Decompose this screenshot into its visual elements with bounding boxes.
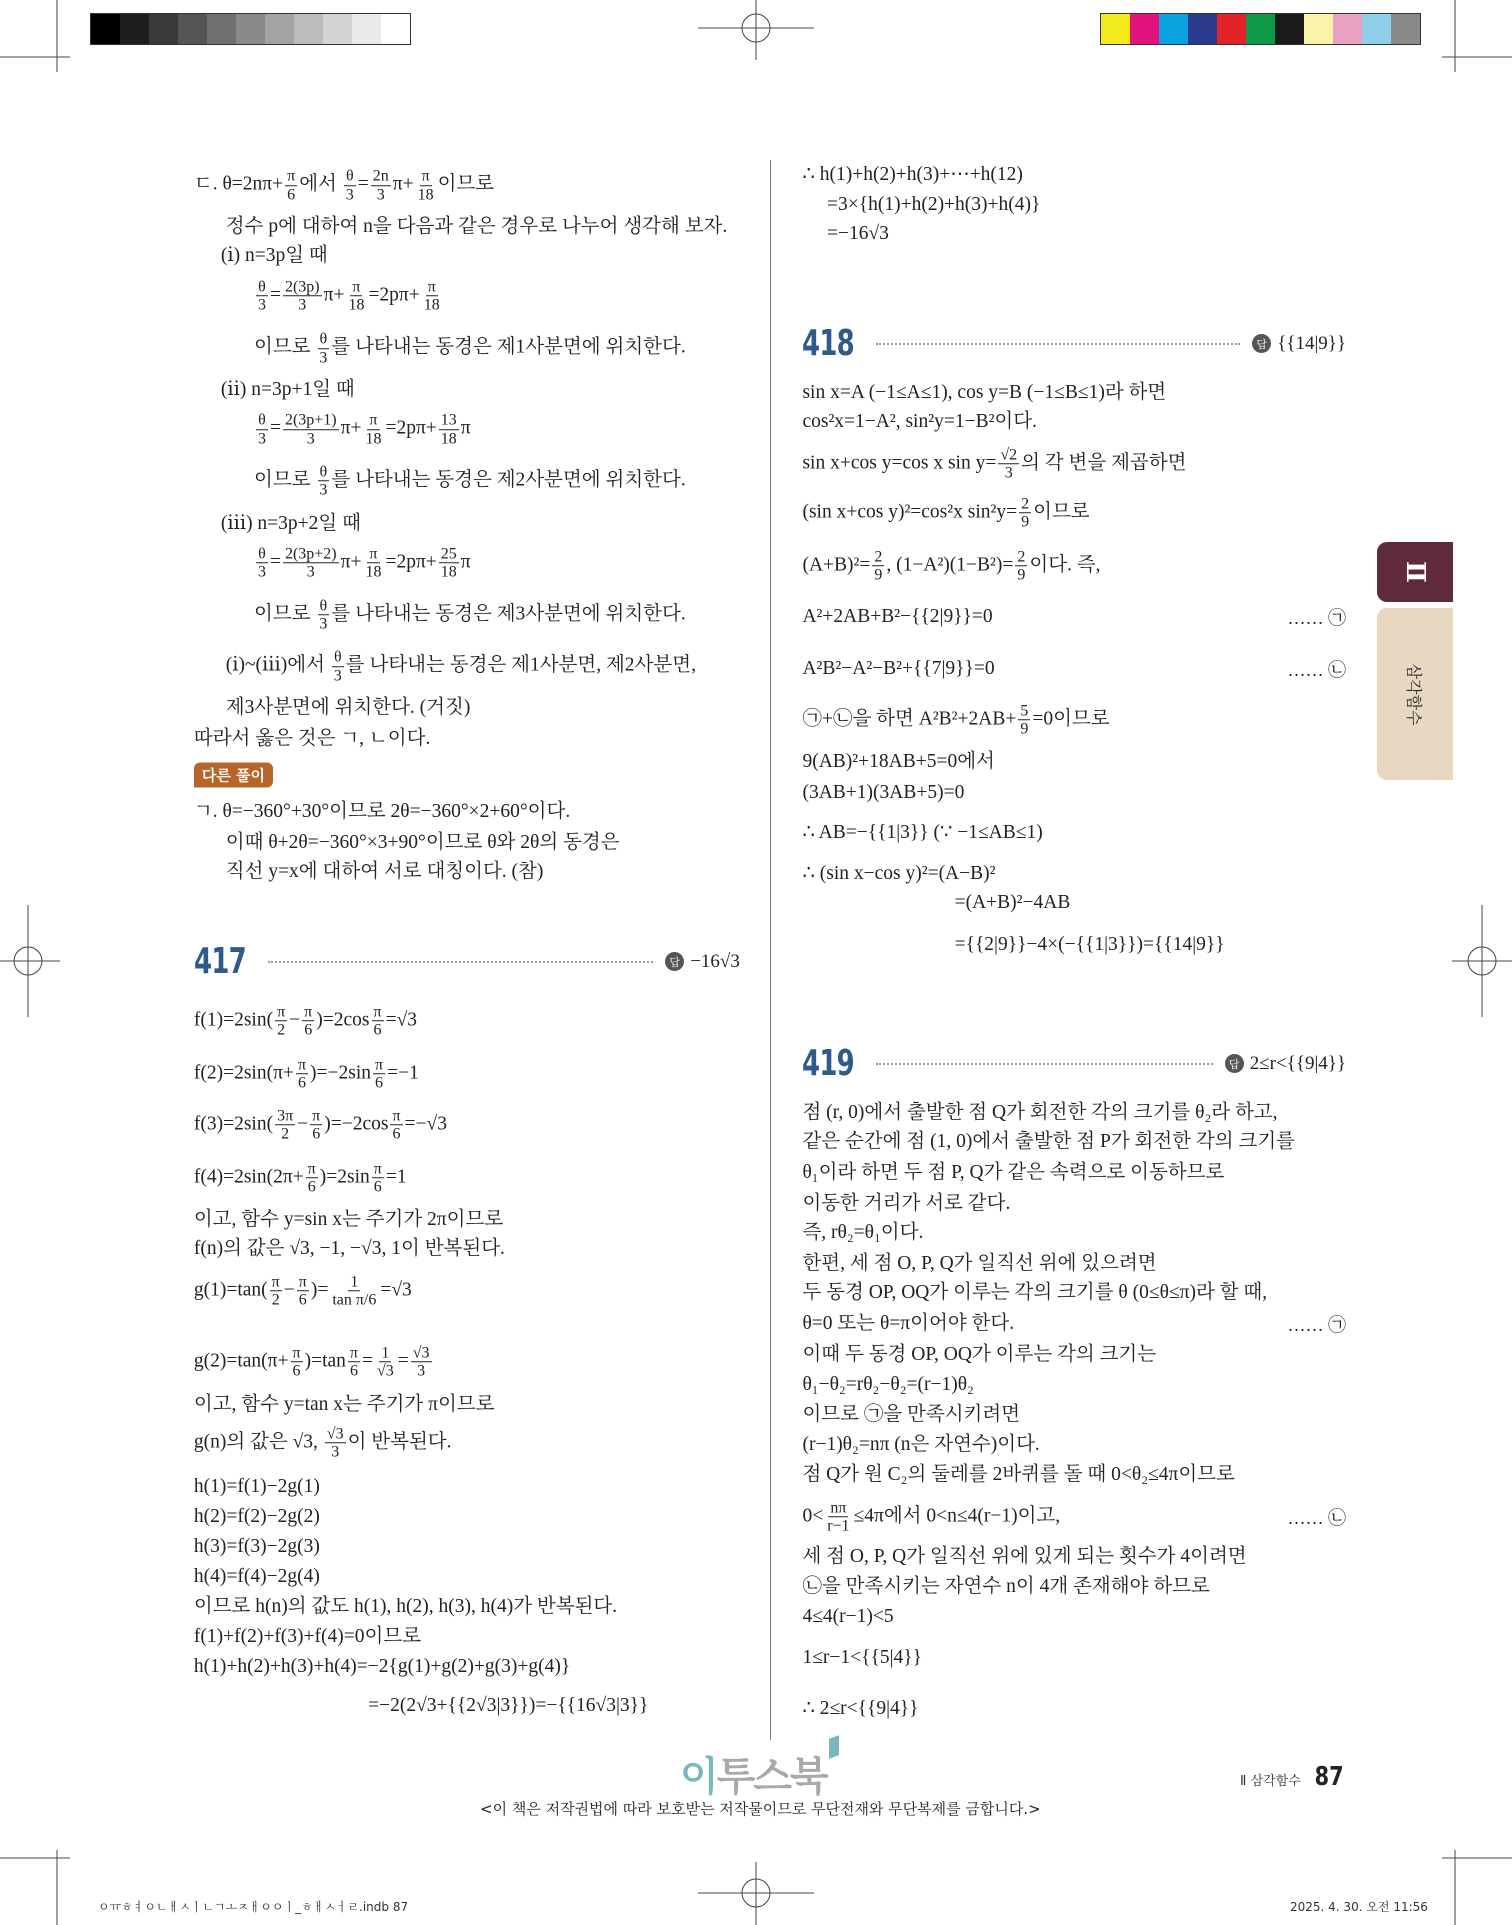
fraction: $\frac{2}{9}$ xyxy=(1021,495,1030,531)
fraction: $\frac{\theta}{3}$ xyxy=(319,330,328,366)
dotted-leader xyxy=(876,1063,1212,1065)
color-swatch xyxy=(1246,14,1275,44)
solution-line: (3AB+1)(3AB+5)=0 xyxy=(802,781,965,803)
grayscale-color-bar xyxy=(90,13,411,45)
answer-icon: 답 xyxy=(1252,334,1271,353)
problem-number: 418 xyxy=(802,323,855,365)
solution-line: g(n)의 값은 √3, $\frac{√3}{3}$ 이 반복된다. xyxy=(193,1425,452,1461)
gray-swatch xyxy=(236,14,265,44)
solution-line: f(3)=2sin( $\frac{3\pi}{2}$ − $\frac{\pi}{6}$ )=−2cos $\frac{\pi}{6}$ =−√3 xyxy=(193,1107,447,1143)
solution-line: 이고, 함수 y=tan x는 주기가 π이므로 xyxy=(193,1393,495,1415)
solution-line: 따라서 옳은 것은 ㄱ, ㄴ이다. xyxy=(193,727,431,749)
fraction: $\frac{\pi}{6}$ xyxy=(349,1344,358,1380)
answer-icon: 답 xyxy=(665,952,684,971)
solution-line: $\frac{\theta}{3}$ = $\frac{2(3p)}{3}$ π+ $\frac{\pi}{18}$ =2pπ+ $\frac{\pi}{18}$ xyxy=(257,277,440,314)
solution-line: =(A+B)²−4AB xyxy=(954,892,1071,914)
fraction: $\frac{3\pi}{2}$ xyxy=(277,1107,294,1143)
solution-line: (ⅰ) n=3p일 때 xyxy=(220,245,328,267)
gray-swatch xyxy=(323,14,352,44)
solution-line: h(3)=f(3)−2g(3) xyxy=(193,1536,320,1558)
answer-value: −16√3 xyxy=(690,950,740,972)
chapter-tab-numeral xyxy=(1377,542,1453,602)
fraction: $\frac{2}{9}$ xyxy=(1017,547,1026,584)
solution-line: f(2)=2sin(π+ $\frac{\pi}{6}$ )=−2sin $\frac{\pi}{6}$ =−1 xyxy=(193,1055,419,1092)
solution-line: sin x=A (−1≤A≤1), cos y=B (−1≤B≤1)라 하면 xyxy=(802,381,1167,403)
fraction: $\frac{\theta}{3}$ xyxy=(257,411,266,447)
solution-line: =−16√3 xyxy=(826,223,889,245)
solution-line: g(1)=tan( $\frac{\pi}{2}$ − $\frac{\pi}{6}$ )= $\frac{1}{\text{tan π/6}}$ =√3 xyxy=(193,1273,412,1309)
fraction: $\frac{\pi}{6}$ xyxy=(304,1003,313,1039)
solution-line: 9(AB)²+18AB+5=0에서 xyxy=(802,750,995,772)
solution-line: (A+B)²= $\frac{2}{9}$ , (1−A²)(1−B²)= $\frac{2}{9}$ 이다. 즉, xyxy=(802,547,1101,584)
solution-line: 즉, rθ₂=θ₁이다. xyxy=(802,1222,924,1244)
equation-tag: …… ㉠ xyxy=(1287,1314,1347,1335)
solution-line: =3×{h(1)+h(2)+h(3)+h(4)} xyxy=(826,193,1041,215)
fraction: $\frac{25}{18}$ xyxy=(440,545,457,581)
color-swatch xyxy=(1304,14,1333,44)
color-swatch xyxy=(1391,14,1420,44)
equation-tag: …… ㉡ xyxy=(1287,1507,1347,1528)
problem-header xyxy=(802,322,1346,366)
solution-line: 정수 p에 대하여 n을 다음과 같은 경우로 나누어 생각해 보자. xyxy=(225,215,728,237)
fraction: $\frac{\theta}{3}$ xyxy=(319,596,328,633)
solution-line: 이므로 $\frac{\theta}{3}$ 를 나타내는 동경은 제3사분면에 위치한다. xyxy=(253,596,686,633)
fraction: $\frac{√3}{3}$ xyxy=(412,1344,430,1380)
solution-line: 같은 순간에 점 (1, 0)에서 출발한 점 P가 회전한 각의 크기를 xyxy=(802,1131,1295,1153)
solution-line: θ₁이라 하면 두 점 P, Q가 같은 속력으로 이동하므로 xyxy=(802,1162,1225,1183)
solution-line: 이므로 $\frac{\theta}{3}$ 를 나타내는 동경은 제2사분면에 위치한다. xyxy=(253,463,686,499)
solution-line: h(1)+h(2)+h(3)+h(4)=−2{g(1)+g(2)+g(3)+g(4)} xyxy=(193,1656,571,1678)
solution-line: 이때 두 동경 OP, OQ가 이루는 각의 크기는 xyxy=(802,1343,1157,1365)
chapter-numeral: Ⅱ xyxy=(1400,561,1430,583)
solution-line: cos²x=1−A², sin²y=1−B²이다. xyxy=(802,411,1037,433)
fraction: $\frac{\theta}{3}$ xyxy=(333,648,342,684)
gray-swatch xyxy=(178,14,207,44)
color-swatch xyxy=(1159,14,1188,44)
solution-line: 점 (r, 0)에서 출발한 점 Q가 회전한 각의 크기를 θ₂라 하고, xyxy=(802,1101,1278,1123)
fraction: $\frac{\theta}{3}$ xyxy=(319,463,328,499)
fraction: $\frac{2(3p+1)}{3}$ xyxy=(284,411,337,447)
solution-line: 이므로 ㉠을 만족시키려면 xyxy=(802,1403,1021,1425)
solution-line: (ⅲ) n=3p+2일 때 xyxy=(220,512,361,534)
color-swatch xyxy=(1130,14,1159,44)
solution-line: $\frac{\theta}{3}$ = $\frac{2(3p+2)}{3}$ π+ $\frac{\pi}{18}$ =2pπ+ $\frac{25}{18}$ π xyxy=(257,545,471,581)
fraction: $\frac{\pi}{6}$ xyxy=(298,1273,307,1309)
color-swatch xyxy=(1362,14,1391,44)
fraction: $\frac{\pi}{18}$ xyxy=(417,167,434,203)
solution-line: 이므로 $\frac{\theta}{3}$ 를 나타내는 동경은 제1사분면에 위치한다. xyxy=(253,330,686,366)
solution-line: (ⅰ)~(ⅲ)에서 $\frac{\theta}{3}$ 를 나타내는 동경은 제1사분면, 제2사분면, xyxy=(225,648,696,684)
solution-line: 0< $\frac{n\pi}{r-1}$ ≤4π에서 0<n≤4(r−1)이고, xyxy=(802,1498,1061,1535)
fraction: $\frac{\pi}{6}$ xyxy=(373,1003,382,1039)
running-footer xyxy=(1240,1762,1347,1792)
color-swatch xyxy=(1217,14,1246,44)
solution-line: (r−1)θ₂=nπ (n은 자연수)이다. xyxy=(802,1434,1040,1456)
gray-swatch xyxy=(91,14,120,44)
fraction: $\frac{n\pi}{r-1}$ xyxy=(827,1498,850,1535)
equation-tag: …… ㉠ xyxy=(1287,608,1347,629)
solution-line: 세 점 O, P, Q가 일직선 위에 있게 되는 횟수가 4이려면 xyxy=(802,1546,1247,1568)
answer xyxy=(1225,1053,1346,1075)
solution-line: (ⅱ) n=3p+1일 때 xyxy=(220,379,355,401)
equation-tag: …… ㉡ xyxy=(1287,659,1347,680)
solution-line: 점 Q가 원 C₂의 둘레를 2바퀴를 돌 때 0<θ₂≤4π이므로 xyxy=(802,1463,1235,1485)
fraction: $\frac{\pi}{18}$ xyxy=(423,277,440,314)
solution-line: 이동한 거리가 서로 같다. xyxy=(802,1192,1011,1214)
solution-line: f(4)=2sin(2π+ $\frac{\pi}{6}$ )=2sin $\frac{\pi}{6}$ =1 xyxy=(193,1160,407,1196)
fraction: $\frac{\pi}{6}$ xyxy=(307,1160,316,1196)
fraction: $\frac{\pi}{6}$ xyxy=(373,1160,382,1196)
fraction: $\frac{2}{9}$ xyxy=(874,547,883,584)
solution-line: 이고, 함수 y=sin x는 주기가 2π이므로 xyxy=(193,1208,504,1230)
fraction: $\frac{√2}{3}$ xyxy=(1000,446,1018,482)
fraction: $\frac{\pi}{18}$ xyxy=(348,277,365,314)
chapter-title: 삼각함수 xyxy=(1404,663,1424,725)
fraction: $\frac{\pi}{2}$ xyxy=(271,1273,280,1309)
solution-line: f(1)=2sin( $\frac{\pi}{2}$ − $\frac{\pi}{6}$ )=2cos $\frac{\pi}{6}$ =√3 xyxy=(193,1003,418,1039)
process-color-bar xyxy=(1100,13,1421,45)
solution-line: =−2(2√3+{{2√3|3}})=−{{16√3|3}} xyxy=(368,1694,649,1716)
gray-swatch xyxy=(149,14,178,44)
fraction: $\frac{5}{9}$ xyxy=(1020,702,1029,738)
answer-value: {{14|9}} xyxy=(1277,332,1346,354)
solution-line: f(1)+f(2)+f(3)+f(4)=0이므로 xyxy=(193,1625,422,1647)
solution-line: h(1)=f(1)−2g(1) xyxy=(193,1476,320,1498)
solution-line: ㄷ. θ=2nπ+ $\frac{\pi}{6}$ 에서 $\frac{\theta}{3}$ = $\frac{2n}{3}$ π+ $\frac{\pi}{18}$ 이므로 xyxy=(193,167,495,203)
fraction: $\frac{\pi}{6}$ xyxy=(375,1055,384,1092)
answer xyxy=(1252,333,1346,355)
book-flag-icon xyxy=(829,1735,839,1759)
gray-swatch xyxy=(265,14,294,44)
solution-line: f(n)의 값은 √3, −1, −√3, 1이 반복된다. xyxy=(193,1238,505,1260)
gray-swatch xyxy=(294,14,323,44)
gray-swatch xyxy=(381,14,410,44)
gray-swatch xyxy=(352,14,381,44)
solution-line: 4≤4(r−1)<5 xyxy=(802,1606,894,1628)
color-swatch xyxy=(1333,14,1362,44)
solution-line: ∴ h(1)+h(2)+h(3)+⋯+h(12) xyxy=(802,164,1023,186)
solution-line: 직선 y=x에 대하여 서로 대칭이다. (참) xyxy=(225,861,544,883)
fraction: $\frac{\pi}{6}$ xyxy=(312,1107,321,1143)
solution-line: ={{2|9}}−4×(−{{1|3}})={{14|9}} xyxy=(954,933,1225,955)
answer-icon: 답 xyxy=(1225,1054,1244,1073)
publisher-logo: 이투스북 xyxy=(680,1745,827,1802)
fraction: $\frac{2(3p+2)}{3}$ xyxy=(284,545,337,581)
solution-line: h(2)=f(2)−2g(2) xyxy=(193,1505,320,1527)
solution-line: $\frac{\theta}{3}$ = $\frac{2(3p+1)}{3}$ π+ $\frac{\pi}{18}$ =2pπ+ $\frac{13}{18}$ π xyxy=(257,411,471,447)
solution-line: 이때 θ+2θ=−360°×3+90°이므로 θ와 2θ의 동경은 xyxy=(225,831,620,853)
solution-line: 두 동경 OP, OQ가 이루는 각의 크기를 θ (0≤θ≤π)라 할 때, xyxy=(802,1282,1268,1304)
fraction: $\frac{\pi}{6}$ xyxy=(287,167,296,203)
solution-line: ∴ 2≤r<{{9|4}} xyxy=(802,1698,919,1720)
fraction: $\frac{\theta}{3}$ xyxy=(345,167,354,203)
copyright-notice: <이 책은 저작권법에 따라 보호받는 저작물이므로 무단전재와 무단복제를 금합니다.> xyxy=(480,1800,1041,1818)
answer-value: 2≤r<{{9|4}} xyxy=(1249,1052,1346,1074)
solution-line: 이므로 h(n)의 값도 h(1), h(2), h(3), h(4)가 반복된다. xyxy=(193,1596,618,1618)
column-divider xyxy=(770,160,771,1740)
solution-line: 제3사분면에 위치한다. (거짓) xyxy=(225,696,471,718)
chapter-tab-title xyxy=(1377,608,1453,780)
solution-line: ∴ (sin x−cos y)²=(A−B)² xyxy=(802,862,996,884)
solution-line: ㉡을 만족시키는 자연수 n이 4개 존재해야 하므로 xyxy=(802,1575,1210,1597)
alt-solution-badge: 다른 풀이 xyxy=(194,763,273,788)
solution-line: sin x+cos y=cos x sin y= $\frac{√2}{3}$ 의 각 변을 제곱하면 xyxy=(802,446,1187,482)
fraction: $\frac{\pi}{2}$ xyxy=(277,1003,286,1039)
fraction: $\frac{13}{18}$ xyxy=(440,411,457,447)
fraction: $\frac{1}{√3}$ xyxy=(377,1344,394,1380)
fraction: $\frac{\pi}{6}$ xyxy=(297,1055,307,1092)
fraction: $\frac{\theta}{3}$ xyxy=(257,277,266,314)
fraction: $\frac{1}{\text{tan π/6}}$ xyxy=(332,1273,377,1309)
section-label: Ⅱ 삼각함수 xyxy=(1240,1774,1301,1789)
fraction: $\frac{2(3p)}{3}$ xyxy=(284,277,320,314)
solution-line: g(2)=tan(π+ $\frac{\pi}{6}$ )=tan $\frac{\pi}{6}$ = $\frac{1}{√3}$ = $\frac{√3}{3}$ xyxy=(193,1344,430,1380)
solution-line: (sin x+cos y)²=cos²x sin²y= $\frac{2}{9}$ 이므로 xyxy=(802,495,1090,531)
slug-filename: ㅇㅠㅎㅕㅇㄴㅐㅅㅣㄴㄱㅗㅈㅐㅇㅇㅣ_ㅎㅐㅅㅓㄹ.indb 87 xyxy=(98,1900,409,1914)
solution-line: A²+2AB+B²−{{2|9}}=0 xyxy=(802,606,993,628)
solution-line: ㉠+㉡을 하면 A²B²+2AB+ $\frac{5}{9}$ =0이므로 xyxy=(802,702,1110,738)
solution-line: ∴ AB=−{{1|3}} (∵ −1≤AB≤1) xyxy=(802,822,1043,844)
color-swatch xyxy=(1275,14,1304,44)
problem-number: 417 xyxy=(193,941,246,983)
problem-header xyxy=(194,940,740,984)
solution-line: A²B²−A²−B²+{{7|9}}=0 xyxy=(802,657,995,679)
answer xyxy=(665,951,740,973)
slug-date: 2025. 4. 30. 오전 11:56 xyxy=(1290,1900,1428,1914)
gray-swatch xyxy=(207,14,236,44)
fraction: $\frac{\theta}{3}$ xyxy=(257,545,266,581)
solution-line: 한편, 세 점 O, P, Q가 일직선 위에 있으려면 xyxy=(802,1252,1157,1274)
color-swatch xyxy=(1188,14,1217,44)
solution-line: θ=0 또는 θ=π이어야 한다. xyxy=(802,1312,1015,1334)
problem-header xyxy=(802,1042,1346,1086)
solution-line: h(4)=f(4)−2g(4) xyxy=(193,1565,320,1587)
color-swatch xyxy=(1101,14,1130,44)
problem-number: 419 xyxy=(802,1043,855,1085)
fraction: $\frac{\pi}{6}$ xyxy=(392,1107,401,1143)
dotted-leader xyxy=(268,961,653,963)
fraction: $\frac{2n}{3}$ xyxy=(372,167,389,203)
page-number: 87 xyxy=(1314,1762,1344,1792)
solution-line: θ₁−θ₂=rθ₂−θ₂=(r−1)θ₂ xyxy=(802,1374,974,1396)
gray-swatch xyxy=(120,14,149,44)
fraction: $\frac{√3}{3}$ xyxy=(326,1425,344,1461)
fraction: $\frac{\pi}{18}$ xyxy=(365,411,382,447)
fraction: $\frac{\pi}{6}$ xyxy=(292,1344,301,1380)
fraction: $\frac{\pi}{18}$ xyxy=(365,545,382,581)
solution-line: 1≤r−1<{{5|4}} xyxy=(802,1646,922,1668)
solution-line: ㄱ. θ=−360°+30°이므로 2θ=−360°×2+60°이다. xyxy=(193,801,571,823)
dotted-leader xyxy=(876,343,1240,345)
